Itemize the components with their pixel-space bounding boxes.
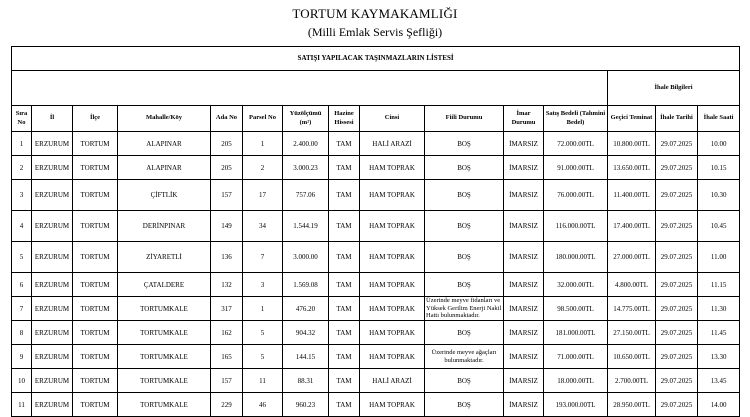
fiili-durumu-cell: BOŞ: [425, 132, 504, 156]
yuzolcumu-cell: 144.15: [283, 345, 329, 369]
ihale-tarihi-cell: 29.07.2025: [656, 211, 698, 242]
ihale-saati-cell: 11.00: [698, 242, 740, 273]
mahalle-cell: ALAPINAR: [118, 132, 211, 156]
mahalle-cell: DERİNPINAR: [118, 211, 211, 242]
cinsi-cell: HALİ ARAZİ: [360, 132, 425, 156]
yuzolcumu-cell: 757.06: [283, 180, 329, 211]
yuzolcumu-cell: 3.000.23: [283, 156, 329, 180]
ihale-saati-cell: 11.45: [698, 321, 740, 345]
il-cell: ERZURUM: [32, 211, 73, 242]
gecici-teminat-cell: 13.650.00TL: [608, 156, 656, 180]
fiili-durumu-cell: BOŞ: [425, 211, 504, 242]
il-cell: ERZURUM: [32, 297, 73, 321]
imar-durumu-cell: İMARSIZ: [504, 369, 544, 393]
yuzolcumu-cell: 88.31: [283, 369, 329, 393]
page-subtitle: (Milli Emlak Servis Şefliği): [307, 25, 443, 39]
il-cell: ERZURUM: [32, 132, 73, 156]
col-gecici-teminat-header: Geçici Teminat: [608, 106, 656, 132]
imar-durumu-cell: İMARSIZ: [504, 321, 544, 345]
ada-no-cell: 132: [211, 273, 243, 297]
sira-no-cell: 4: [12, 211, 32, 242]
table-row: [12, 297, 740, 321]
ada-no-cell: 205: [211, 132, 243, 156]
hazine-hissesi-cell: TAM: [329, 211, 360, 242]
ihale-tarihi-cell: 29.07.2025: [656, 180, 698, 211]
imar-durumu-cell: İMARSIZ: [504, 132, 544, 156]
gecici-teminat-cell: 27.150.00TL: [608, 321, 656, 345]
header-spacer-2: [12, 82, 608, 106]
hazine-hissesi-cell: TAM: [329, 321, 360, 345]
ada-no-cell: 157: [211, 369, 243, 393]
table-row: [12, 211, 740, 242]
ihale-tarihi-cell: 29.07.2025: [656, 156, 698, 180]
parsel-no-cell: 46: [243, 393, 283, 417]
mahalle-cell: ZİYARETLİ: [118, 242, 211, 273]
table-row: [12, 180, 740, 211]
table-body: [12, 132, 740, 417]
fiili-durumu-cell: Üzerinde meyve fidanları ve Yüksek Gerilim Enerji Nakil Hattı bulunmaktadır.: [425, 297, 504, 321]
ada-no-cell: 149: [211, 211, 243, 242]
parsel-no-cell: 11: [243, 369, 283, 393]
yuzolcumu-cell: 904.32: [283, 321, 329, 345]
table-row: [12, 273, 740, 297]
ihale-tarihi-cell: 29.07.2025: [656, 297, 698, 321]
ihale-tarihi-cell: 29.07.2025: [656, 242, 698, 273]
table-row: [12, 345, 740, 369]
ilce-cell: TORTUM: [73, 211, 118, 242]
sira-no-cell: 11: [12, 393, 32, 417]
col-parsel-no-header: Parsel No: [243, 106, 283, 132]
cinsi-cell: HAM TOPRAK: [360, 345, 425, 369]
imar-durumu-cell: İMARSIZ: [504, 393, 544, 417]
ihale-saati-cell: 14.00: [698, 393, 740, 417]
gecici-teminat-cell: 10.800.00TL: [608, 132, 656, 156]
hazine-hissesi-cell: TAM: [329, 242, 360, 273]
col-il-header: İl: [32, 106, 73, 132]
satis-bedeli-cell: 98.500.00TL: [544, 297, 608, 321]
property-table: [11, 46, 740, 417]
mahalle-cell: TORTUMKALE: [118, 345, 211, 369]
fiili-durumu-cell: BOŞ: [425, 321, 504, 345]
sira-no-cell: 10: [12, 369, 32, 393]
sira-no-cell: 6: [12, 273, 32, 297]
ihale-saati-cell: 10.00: [698, 132, 740, 156]
imar-durumu-cell: İMARSIZ: [504, 180, 544, 211]
sira-no-cell: 7: [12, 297, 32, 321]
ihale-saati-cell: 11.30: [698, 297, 740, 321]
hazine-hissesi-cell: TAM: [329, 297, 360, 321]
ilce-cell: TORTUM: [73, 321, 118, 345]
satis-bedeli-cell: 193.000.00TL: [544, 393, 608, 417]
col-ada-no-header: Ada No: [211, 106, 243, 132]
satis-bedeli-cell: 72.000.00TL: [544, 132, 608, 156]
col-fiili-durumu-header: Fiili Durumu: [425, 106, 504, 132]
ilce-cell: TORTUM: [73, 297, 118, 321]
imar-durumu-cell: İMARSIZ: [504, 242, 544, 273]
header-spacer: [12, 71, 608, 83]
ada-no-cell: 157: [211, 180, 243, 211]
fiili-durumu-cell: BOŞ: [425, 273, 504, 297]
parsel-no-cell: 17: [243, 180, 283, 211]
fiili-durumu-cell: BOŞ: [425, 242, 504, 273]
col-mahalle-header: Mahalle/Köy: [118, 106, 211, 132]
satis-bedeli-cell: 116.000.00TL: [544, 211, 608, 242]
ada-no-cell: 165: [211, 345, 243, 369]
il-cell: ERZURUM: [32, 393, 73, 417]
table-row: [12, 156, 740, 180]
mahalle-cell: TORTUMKALE: [118, 297, 211, 321]
fiili-durumu-cell: BOŞ: [425, 393, 504, 417]
ada-no-cell: 205: [211, 156, 243, 180]
imar-durumu-cell: İMARSIZ: [504, 273, 544, 297]
cinsi-cell: HAM TOPRAK: [360, 180, 425, 211]
hazine-hissesi-cell: TAM: [329, 369, 360, 393]
ihale-saati-cell: 10.30: [698, 180, 740, 211]
il-cell: ERZURUM: [32, 369, 73, 393]
ilce-cell: TORTUM: [73, 132, 118, 156]
mahalle-cell: ÇATALDERE: [118, 273, 211, 297]
cinsi-cell: HAM TOPRAK: [360, 393, 425, 417]
cinsi-cell: HAM TOPRAK: [360, 297, 425, 321]
ilce-cell: TORTUM: [73, 273, 118, 297]
gecici-teminat-cell: 4.800.00TL: [608, 273, 656, 297]
ada-no-cell: 136: [211, 242, 243, 273]
cinsi-cell: HAM TOPRAK: [360, 211, 425, 242]
ilce-cell: TORTUM: [73, 180, 118, 211]
yuzolcumu-cell: 2.400.00: [283, 132, 329, 156]
ihale-saati-cell: 11.15: [698, 273, 740, 297]
fiili-durumu-cell: BOŞ: [425, 180, 504, 211]
satis-bedeli-cell: 180.000.00TL: [544, 242, 608, 273]
sira-no-cell: 9: [12, 345, 32, 369]
mahalle-cell: ÇİFTLİK: [118, 180, 211, 211]
mahalle-cell: TORTUMKALE: [118, 369, 211, 393]
table-row: [12, 393, 740, 417]
il-cell: ERZURUM: [32, 180, 73, 211]
parsel-no-cell: 5: [243, 345, 283, 369]
il-cell: ERZURUM: [32, 345, 73, 369]
hazine-hissesi-cell: TAM: [329, 132, 360, 156]
ihale-tarihi-cell: 29.07.2025: [656, 345, 698, 369]
il-cell: ERZURUM: [32, 242, 73, 273]
cinsi-cell: HALİ ARAZİ: [360, 369, 425, 393]
column-headers: [12, 106, 740, 132]
parsel-no-cell: 7: [243, 242, 283, 273]
ihale-tarihi-cell: 29.07.2025: [656, 132, 698, 156]
hazine-hissesi-cell: TAM: [329, 156, 360, 180]
hazine-hissesi-cell: TAM: [329, 180, 360, 211]
imar-durumu-cell: İMARSIZ: [504, 297, 544, 321]
cinsi-cell: HAM TOPRAK: [360, 321, 425, 345]
fiili-durumu-cell: BOŞ: [425, 369, 504, 393]
table-row: [12, 132, 740, 156]
yuzolcumu-cell: 960.23: [283, 393, 329, 417]
yuzolcumu-cell: 3.000.00: [283, 242, 329, 273]
mahalle-cell: ALAPINAR: [118, 156, 211, 180]
mahalle-cell: TORTUMKALE: [118, 321, 211, 345]
parsel-no-cell: 5: [243, 321, 283, 345]
parsel-no-cell: 3: [243, 273, 283, 297]
sira-no-cell: 5: [12, 242, 32, 273]
satis-bedeli-cell: 76.000.00TL: [544, 180, 608, 211]
ada-no-cell: 229: [211, 393, 243, 417]
col-satis-bedeli-header: Satış Bedeli (Tahmini Bedel): [544, 106, 608, 132]
parsel-no-cell: 34: [243, 211, 283, 242]
sira-no-cell: 2: [12, 156, 32, 180]
ihale-saati-cell: 10.45: [698, 211, 740, 242]
col-imar-durumu-header: İmar Durumu: [504, 106, 544, 132]
gecici-teminat-cell: 14.775.00TL: [608, 297, 656, 321]
imar-durumu-cell: İMARSIZ: [504, 156, 544, 180]
cinsi-cell: HAM TOPRAK: [360, 156, 425, 180]
imar-durumu-cell: İMARSIZ: [504, 211, 544, 242]
satis-bedeli-cell: 18.000.00TL: [544, 369, 608, 393]
fiili-durumu-cell: BOŞ: [425, 156, 504, 180]
col-sira-no-header: Sıra No: [12, 106, 32, 132]
gecici-teminat-cell: 2.700.00TL: [608, 369, 656, 393]
gecici-teminat-cell: 28.950.00TL: [608, 393, 656, 417]
ihale-tarihi-cell: 29.07.2025: [656, 273, 698, 297]
ilce-cell: TORTUM: [73, 156, 118, 180]
yuzolcumu-cell: 1.569.08: [283, 273, 329, 297]
ilce-cell: TORTUM: [73, 345, 118, 369]
group-header-ihale: İhale Bilgileri: [608, 71, 740, 106]
sira-no-cell: 1: [12, 132, 32, 156]
table-row: [12, 369, 740, 393]
satis-bedeli-cell: 91.000.00TL: [544, 156, 608, 180]
imar-durumu-cell: İMARSIZ: [504, 345, 544, 369]
gecici-teminat-cell: 11.400.00TL: [608, 180, 656, 211]
il-cell: ERZURUM: [32, 273, 73, 297]
satis-bedeli-cell: 32.000.00TL: [544, 273, 608, 297]
satis-bedeli-cell: 71.000.00TL: [544, 345, 608, 369]
ilce-cell: TORTUM: [73, 242, 118, 273]
mahalle-cell: TORTUMKALE: [118, 393, 211, 417]
yuzolcumu-cell: 476.20: [283, 297, 329, 321]
cinsi-cell: HAM TOPRAK: [360, 242, 425, 273]
hazine-hissesi-cell: TAM: [329, 345, 360, 369]
col-cinsi-header: Cinsi: [360, 106, 425, 132]
hazine-hissesi-cell: TAM: [329, 393, 360, 417]
ihale-saati-cell: 13.30: [698, 345, 740, 369]
ilce-cell: TORTUM: [73, 393, 118, 417]
col-hazine-hissesi-header: Hazine Hissesi: [329, 106, 360, 132]
gecici-teminat-cell: 10.650.00TL: [608, 345, 656, 369]
gecici-teminat-cell: 27.000.00TL: [608, 242, 656, 273]
ihale-tarihi-cell: 29.07.2025: [656, 393, 698, 417]
ihale-tarihi-cell: 29.07.2025: [656, 321, 698, 345]
parsel-no-cell: 1: [243, 297, 283, 321]
col-ihale-tarihi-header: İhale Tarihi: [656, 106, 698, 132]
gecici-teminat-cell: 17.400.00TL: [608, 211, 656, 242]
ihale-saati-cell: 10.15: [698, 156, 740, 180]
table-row: [12, 321, 740, 345]
parsel-no-cell: 1: [243, 132, 283, 156]
ihale-tarihi-cell: 29.07.2025: [656, 369, 698, 393]
hazine-hissesi-cell: TAM: [329, 273, 360, 297]
parsel-no-cell: 2: [243, 156, 283, 180]
fiili-durumu-cell: Üzerinde meyve ağaçları bulunmaktadır.: [425, 345, 504, 369]
il-cell: ERZURUM: [32, 321, 73, 345]
ilce-cell: TORTUM: [73, 369, 118, 393]
il-cell: ERZURUM: [32, 156, 73, 180]
col-ilce-header: İlçe: [73, 106, 118, 132]
sira-no-cell: 3: [12, 180, 32, 211]
ada-no-cell: 317: [211, 297, 243, 321]
satis-bedeli-cell: 181.000.00TL: [544, 321, 608, 345]
col-ihale-saati-header: İhale Saati: [698, 106, 740, 132]
sira-no-cell: 8: [12, 321, 32, 345]
yuzolcumu-cell: 1.544.19: [283, 211, 329, 242]
cinsi-cell: HAM TOPRAK: [360, 273, 425, 297]
col-yuzolcumu-header: Yüzölçümü (m²): [283, 106, 329, 132]
table-caption: SATIŞI YAPILACAK TAŞINMAZLARIN LİSTESİ: [12, 47, 740, 71]
ada-no-cell: 162: [211, 321, 243, 345]
page-title: TORTUM KAYMAKAMLIĞI: [292, 6, 458, 21]
ihale-saati-cell: 13.45: [698, 369, 740, 393]
table-row: [12, 242, 740, 273]
